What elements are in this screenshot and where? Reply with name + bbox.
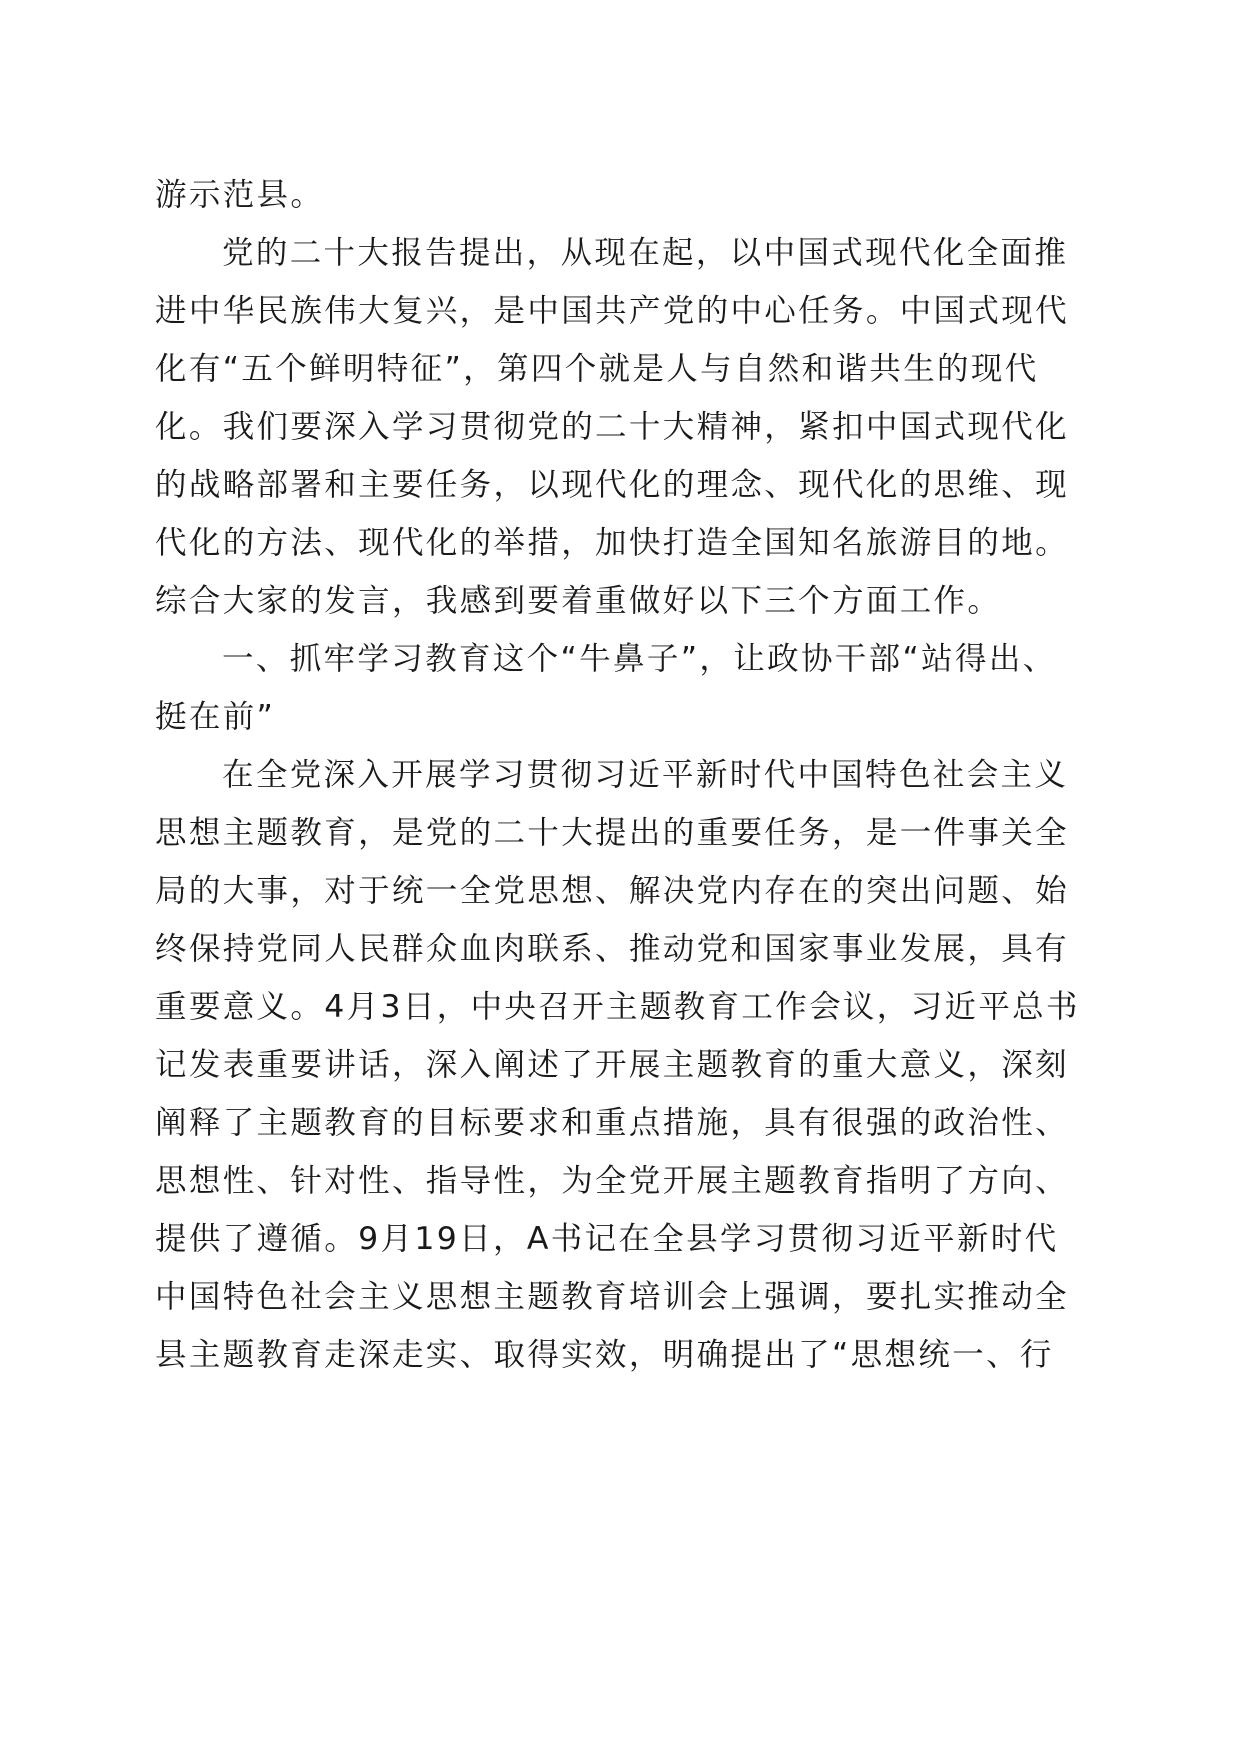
body-text-line: 代化的方法、现代化的举措，加快打造全国知名旅游目的地。 bbox=[155, 525, 1069, 561]
body-text-line: 进中华民族伟大复兴，是中国共产党的中心任务。中国式现代 bbox=[155, 293, 1069, 329]
body-text-line: 记发表重要讲话，深入阐述了开展主题教育的重大意义，深刻 bbox=[155, 1047, 1069, 1083]
body-text-line: 重要意义。4月3日，中央召开主题教育工作会议，习近平总书 bbox=[155, 989, 1080, 1025]
body-text-line: 县主题教育走深走实、取得实效，明确提出了“思想统一、行 bbox=[155, 1337, 1054, 1373]
body-text-line: 提供了遵循。9月19日，A书记在全县学习贯彻习近平新时代 bbox=[155, 1221, 1059, 1257]
body-text-line: 局的大事，对于统一全党思想、解决党内存在的突出问题、始 bbox=[155, 873, 1069, 909]
paragraph-first-line: 在全党深入开展学习贯彻习近平新时代中国特色社会主义 bbox=[222, 757, 1069, 793]
section-heading-line: 一、抓牢学习教育这个“牛鼻子”，让政协干部“站得出、 bbox=[222, 641, 1057, 677]
paragraph-first-line: 党的二十大报告提出，从现在起，以中国式现代化全面推 bbox=[222, 235, 1069, 271]
body-text-line: 的战略部署和主要任务，以现代化的理念、现代化的思维、现 bbox=[155, 467, 1069, 503]
body-text-line: 思想性、针对性、指导性，为全党开展主题教育指明了方向、 bbox=[155, 1163, 1069, 1199]
body-text-line: 化。我们要深入学习贯彻党的二十大精神，紧扣中国式现代化 bbox=[155, 409, 1069, 445]
section-heading-line: 挺在前” bbox=[155, 699, 276, 735]
body-text-line: 化有“五个鲜明特征”，第四个就是人与自然和谐共生的现代 bbox=[155, 351, 1039, 387]
body-text-line: 阐释了主题教育的目标要求和重点措施，具有很强的政治性、 bbox=[155, 1105, 1069, 1141]
body-text-line: 思想主题教育，是党的二十大提出的重要任务，是一件事关全 bbox=[155, 815, 1069, 851]
body-text-line: 中国特色社会主义思想主题教育培训会上强调，要扎实推动全 bbox=[155, 1279, 1069, 1315]
body-text-line: 终保持党同人民群众血肉联系、推动党和国家事业发展，具有 bbox=[155, 931, 1069, 967]
body-text-line: 综合大家的发言，我感到要着重做好以下三个方面工作。 bbox=[155, 583, 1002, 619]
body-text-line: 游示范县。 bbox=[155, 177, 325, 213]
